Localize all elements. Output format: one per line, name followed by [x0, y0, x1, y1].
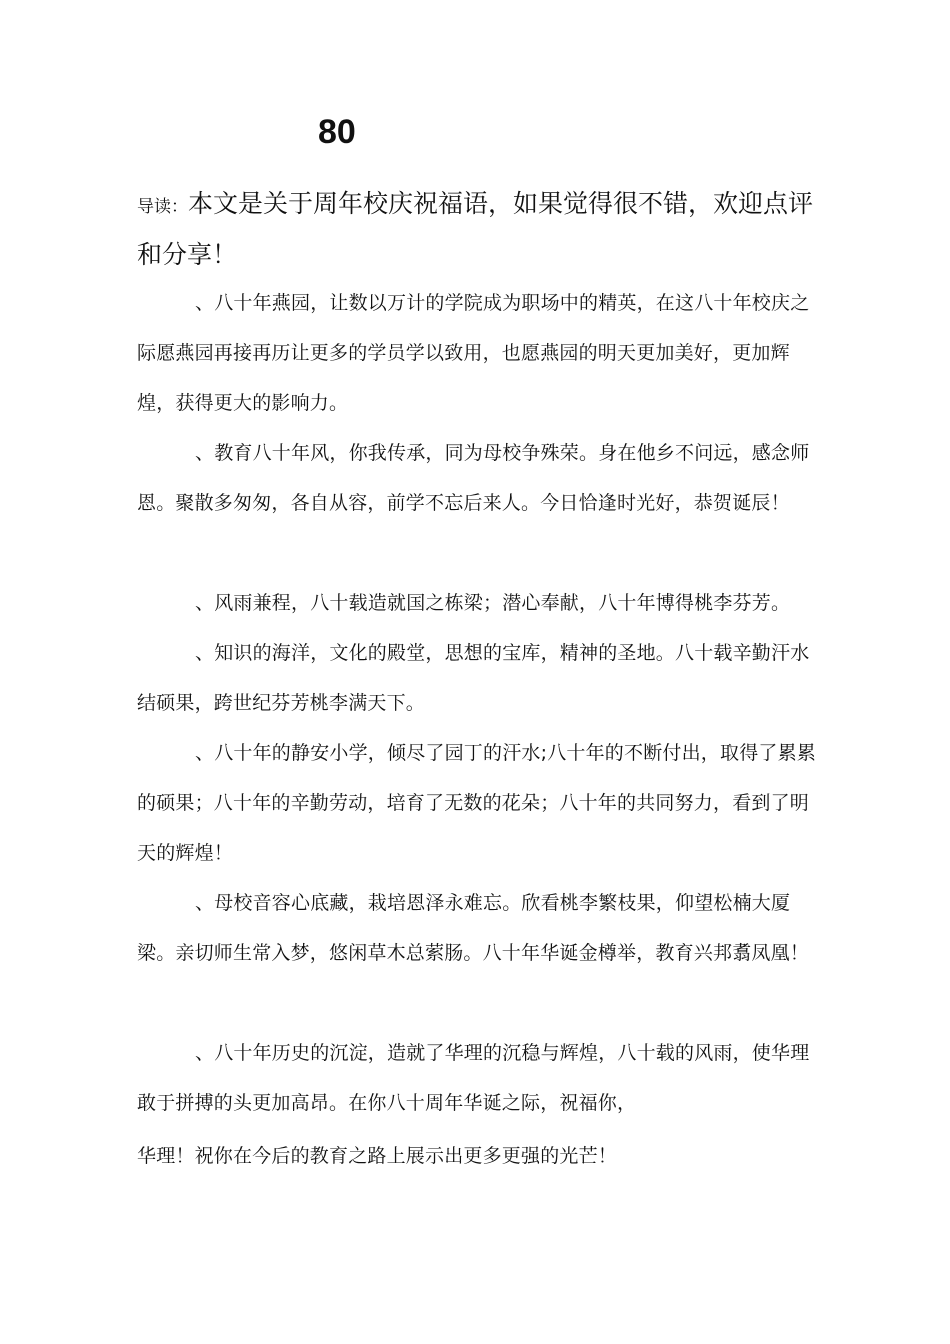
document-title: 80: [318, 113, 356, 151]
blessing-paragraph-6: 、母校音容心底藏，栽培恩泽永难忘。欣看桃李繁枝果，仰望松楠大厦梁。亲切师生常入梦，悠闲草木总萦肠。八十年华诞金樽举，教育兴邦翥凤凰！: [137, 892, 810, 964]
intro-text: 本文是关于周年校庆祝福语，如果觉得很不错，欢迎点评和分享！: [137, 189, 814, 269]
blessing-paragraph-7: 、八十年历史的沉淀，造就了华理的沉稳与辉煌，八十载的风雨，使华理敢于拼搏的头更加高昂。在你八十周年华诞之际，祝福你，: [137, 1042, 810, 1114]
intro-label: 导读：: [137, 197, 188, 217]
blessing-paragraph-1: 、八十年燕园，让数以万计的学院成为职场中的精英，在这八十年校庆之际愿燕园再接再历让更多的学员学以致用，也愿燕园的明天更加美好，更加辉煌，获得更大的影响力。: [137, 292, 810, 414]
intro-paragraph: [137, 180, 827, 279]
closing-line: 华理！祝你在今后的教育之路上展示出更多更强的光芒！: [137, 1145, 618, 1167]
blessing-paragraph-4: 、知识的海洋，文化的殿堂，思想的宝库，精神的圣地。八十载辛勤汗水结硕果，跨世纪芬芳桃李满天下。: [137, 642, 810, 714]
blessing-paragraph-5: 、八十年的静安小学，倾尽了园丁的汗水;八十年的不断付出，取得了累累的硕果；八十年的辛勤劳动，培育了无数的花朵；八十年的共同努力，看到了明天的辉煌！: [137, 742, 817, 864]
blessing-paragraph-3: 、风雨兼程，八十载造就国之栋梁；潜心奉献，八十年博得桃李芬芳。: [195, 592, 791, 614]
blessing-paragraph-2: 、教育八十年风，你我传承，同为母校争殊荣。身在他乡不问远，感念师恩。聚散多匆匆，各自从容，前学不忘后来人。今日恰逢时光好，恭贺诞辰！: [137, 442, 810, 514]
